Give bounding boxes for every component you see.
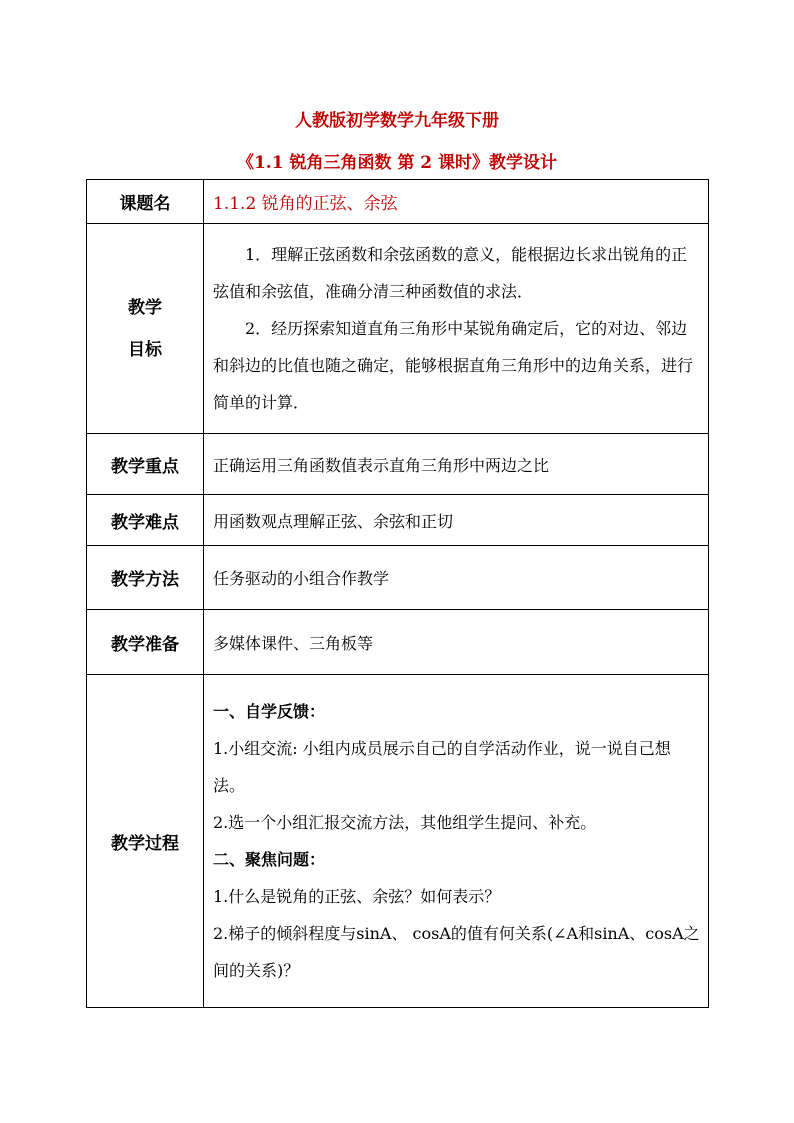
topic-value: 1.1.2 锐角的正弦、余弦 <box>204 180 709 224</box>
table-row-difficulties <box>87 495 709 546</box>
process-line-1: 1.小组交流: 小组内成员展示自己的自学活动作业，说一说自己想法。 <box>213 739 671 795</box>
key-points-label: 教学重点 <box>87 434 204 495</box>
table-row-process <box>87 675 709 1008</box>
process-content <box>204 675 709 1008</box>
goals-label <box>87 224 204 434</box>
method-value: 任务驱动的小组合作教学 <box>204 546 709 610</box>
table-row-preparation <box>87 610 709 675</box>
document-title: 人教版初学数学九年级下册 <box>295 111 499 131</box>
lesson-plan-table <box>86 179 709 1008</box>
table-row-goals <box>87 224 709 434</box>
goals-label-line2: 目标 <box>128 339 162 360</box>
process-heading-2: 二、聚焦问题： <box>213 850 326 869</box>
goal-item-2: 2．经历探索知道直角三角形中某锐角确定后，它的对边、邻边和斜边的比值也随之确定，能够根据直角三角形中的边角关系，进行简单的计算． <box>213 319 694 412</box>
goals-content <box>204 224 709 434</box>
difficulties-label: 教学难点 <box>87 495 204 546</box>
table-row-key-points <box>87 434 709 495</box>
process-line-3: 1.什么是锐角的正弦、余弦？如何表示？ <box>213 887 501 906</box>
table-row-topic <box>87 180 709 224</box>
goals-label-line1: 教学 <box>128 297 162 318</box>
key-points-value: 正确运用三角函数值表示直角三角形中两边之比 <box>204 434 709 495</box>
goal-item-1: 1．理解正弦函数和余弦函数的意义，能根据边长求出锐角的正弦值和余弦值，准确分清三种函数值的求法． <box>213 245 688 301</box>
process-line-2: 2.选一个小组汇报交流方法，其他组学生提问、补充。 <box>213 813 597 832</box>
document-subtitle: 《1.1 锐角三角函数 第 2 课时》教学设计 <box>236 153 558 173</box>
process-heading-1: 一、自学反馈： <box>213 702 326 721</box>
preparation-label: 教学准备 <box>87 610 204 675</box>
preparation-value: 多媒体课件、三角板等 <box>204 610 709 675</box>
process-line-4: 2.梯子的倾斜程度与sinA、 cosA的值有何关系(∠A和sinA、cosA之间的关系)？ <box>213 924 700 980</box>
table-row-method <box>87 546 709 610</box>
process-label: 教学过程 <box>87 675 204 1008</box>
method-label: 教学方法 <box>87 546 204 610</box>
topic-label: 课题名 <box>87 180 204 224</box>
difficulties-value: 用函数观点理解正弦、余弦和正切 <box>204 495 709 546</box>
